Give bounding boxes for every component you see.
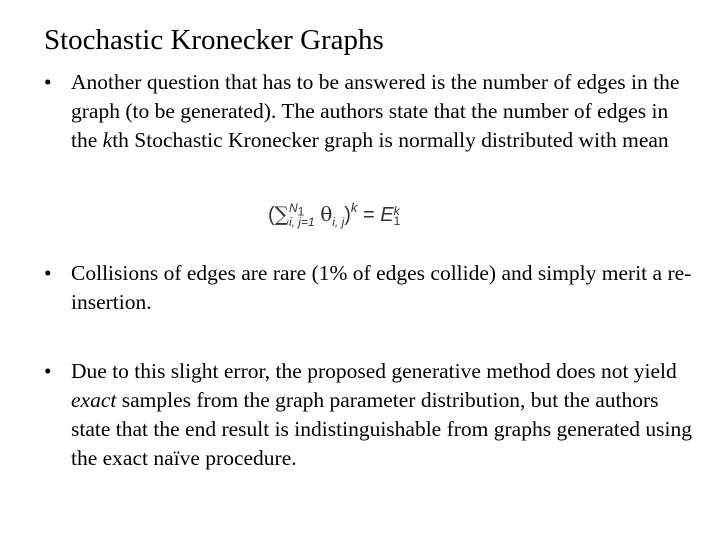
formula-rhs: E [380, 204, 394, 226]
formula-paren: ( [268, 204, 275, 226]
summation-symbol: ∑ [274, 202, 289, 226]
bullet-item [44, 259, 694, 317]
bullet-text-part: th Stochastic Kronecker graph is normally distributed with mean [112, 128, 669, 152]
slide-title: Stochastic Kronecker Graphs [44, 24, 384, 56]
rhs-scripts [393, 203, 401, 228]
rhs-superscript: k [393, 203, 400, 218]
bullet-item [44, 68, 694, 155]
rhs-subscript: 1 [393, 213, 401, 228]
theta-symbol: θ [320, 202, 333, 226]
bullet-text-part: Another question that has to be answered is the number of edges in the graph (to be generated). The authors state that the number of edges in the [71, 70, 680, 152]
bullet-emphasis: exact [71, 388, 117, 412]
bullet-text [44, 357, 694, 473]
edge-count-formula [268, 199, 400, 237]
bullet-mark: • [44, 359, 52, 383]
upper-limit: N [288, 201, 298, 216]
bullet-text [44, 68, 694, 155]
bullet-text-part: Collisions of edges are rare (1% of edges collide) and simply merit a re-insertion. [71, 261, 692, 314]
bullet-text [44, 259, 694, 317]
formula-power: k [350, 200, 358, 215]
formula-paren: ) [344, 204, 351, 226]
bullet-mark: • [44, 70, 52, 94]
bullet-item [44, 357, 694, 473]
summation-limits [289, 203, 315, 228]
bullet-emphasis: k [102, 128, 113, 152]
bullet-text-part: samples from the graph parameter distribution, but the authors state that the end result is indistinguishable from graphs generated using the exact naïve procedure. [71, 388, 692, 470]
upper-limit-sub: 1 [297, 204, 305, 219]
summation-lower: i, j=1 [288, 215, 315, 230]
bullet-text-part: Due to this slight error, the proposed generative method does not yield [71, 359, 677, 383]
formula-equals: = [357, 204, 381, 226]
theta-subscript: i, j [332, 215, 345, 229]
bullet-mark: • [44, 261, 52, 285]
